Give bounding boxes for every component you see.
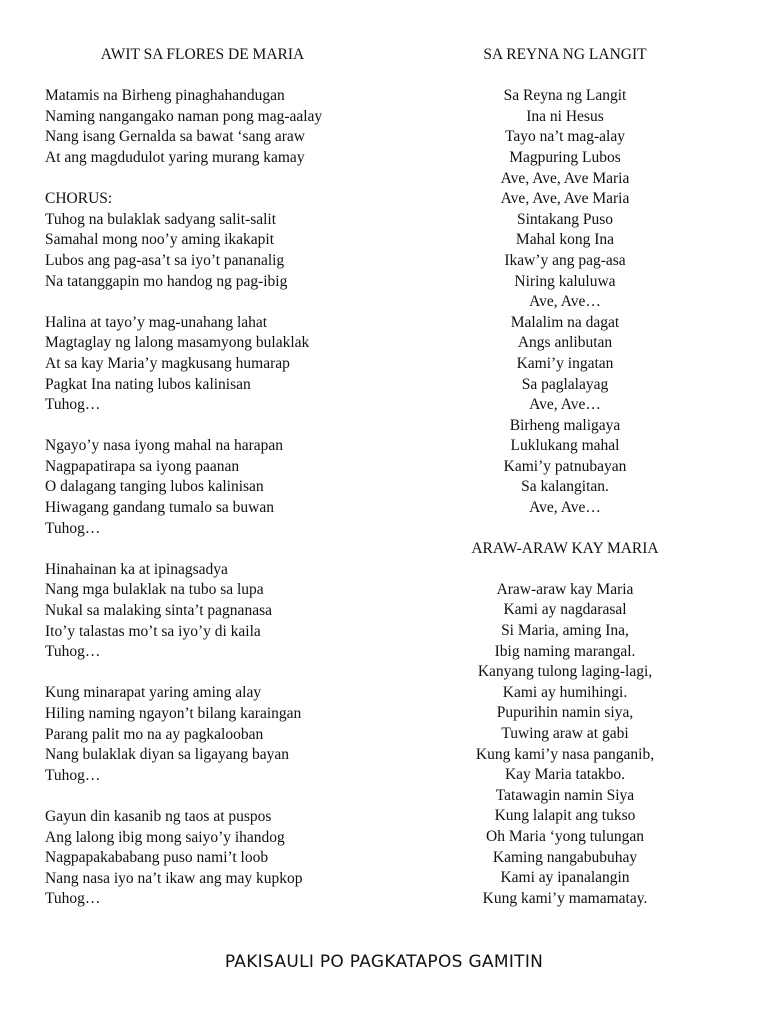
lyric-line: At sa kay Maria’y magkusang humarap [45, 354, 290, 372]
lyric-line: Angs anlibutan [517, 334, 613, 352]
lyric-line: Ina ni Hesus [526, 107, 604, 125]
lyric-line: Tuhog… [45, 396, 101, 414]
song-title-awit-sa-flores: AWIT SA FLORES DE MARIA [100, 46, 305, 63]
lyric-line: Araw-araw kay Maria [496, 580, 634, 598]
lyric-line: Kaming nangabubuhay [492, 848, 638, 866]
lyric-line: Sintakang Puso [516, 210, 614, 228]
stanza [45, 313, 375, 416]
lyric-line: Nang isang Gernalda sa bawat ‘sang araw [45, 128, 305, 146]
lyric-line: Ave, Ave… [529, 293, 601, 311]
lyric-line: Mahal kong Ina [515, 231, 615, 249]
lyric-line: Kay Maria tatakbo. [504, 766, 626, 784]
lyric-line: Lubos ang pag-asa’t sa iyo’t pananalig [45, 251, 285, 269]
lyric-line: Halina at tayo’y mag-unahang lahat [45, 313, 268, 331]
lyric-line: Hinahainan ka at ipinagsadya [45, 560, 228, 578]
lyric-line: Hiwagang gandang tumalo sa buwan [45, 499, 274, 517]
lyric-line: Ngayo’y nasa iyong mahal na harapan [45, 437, 284, 455]
lyric-line: Tuhog… [45, 890, 101, 908]
lyric-line: Tuhog… [45, 643, 101, 661]
lyric-line: Nang mga bulaklak na tubo sa lupa [45, 581, 264, 599]
stanza [45, 560, 375, 663]
lyric-line: Parang palit mo na ay pagkalooban [45, 725, 264, 743]
lyric-line: Tuhog… [45, 766, 101, 784]
lyric-line: Tuhog na bulaklak sadyang salit-salit [45, 210, 277, 228]
lyric-line: Ave, Ave, Ave Maria [500, 190, 630, 208]
lyric-line: Magtaglay ng lalong masamyong bulaklak [45, 334, 310, 352]
lyric-line: Kung kami’y mamamatay. [482, 889, 648, 907]
lyric-line: Nang nasa iyo na’t ikaw ang may kupkop [45, 869, 303, 887]
song-title-araw-araw: ARAW-ARAW KAY MARIA [471, 539, 659, 557]
right-column [400, 45, 730, 909]
lyric-line: Naming nangangako naman pong mag-aalay [45, 107, 323, 125]
lyric-line: Nagpapatirapa sa iyong paanan [45, 457, 240, 475]
lyric-line: Ibig naming marangal. [494, 642, 636, 660]
lyric-line: CHORUS: [45, 190, 113, 208]
lyric-line: Birheng maligaya [509, 416, 621, 434]
lyric-line: Ito’y talastas mo’t sa iyo’y di kaila [45, 622, 261, 640]
lyric-line: Niring kaluluwa [514, 272, 616, 290]
lyric-line: Na tatanggapin mo handog ng pag-ibig [45, 272, 288, 290]
stanza [45, 807, 375, 910]
lyric-line: Nang bulaklak diyan sa ligayang bayan [45, 746, 290, 764]
lyric-line: Gayun din kasanib ng taos at puspos [45, 807, 272, 825]
lyric-line: Ave, Ave… [529, 396, 601, 414]
lyric-line: Tuwing araw at gabi [501, 725, 629, 742]
lyric-line: Matamis na Birheng pinaghahandugan [45, 87, 285, 105]
lyric-line: Oh Maria ‘yong tulungan [486, 827, 644, 845]
song-title-sa-reyna: SA REYNA NG LANGIT [483, 46, 647, 63]
lyric-line: Tayo na’t mag-alay [505, 128, 625, 146]
lyric-line: Ikaw’y ang pag-asa [504, 251, 626, 269]
left-column [45, 45, 375, 910]
stanza [45, 189, 375, 292]
lyric-line: Kami’y ingatan [516, 354, 614, 372]
lyric-line: Hiling naming ngayon’t bilang karaingan [45, 705, 302, 722]
lyric-line: Kami’y patnubayan [503, 457, 627, 475]
lyric-line: Magpuring Lubos [509, 148, 621, 166]
lyric-line: Samahal mong noo’y aming ikakapit [45, 231, 275, 249]
lyric-line: Sa paglalayag [521, 375, 609, 393]
lyric-line: Kung minarapat yaring aming alay [45, 684, 262, 702]
lyric-line: Malalim na dagat [510, 313, 620, 331]
lyric-line: Ave, Ave… [529, 499, 601, 517]
lyric-line: Kami ay humihingi. [502, 683, 628, 701]
lyric-line: Tatawagin namin Siya [495, 786, 635, 804]
lyric-line: Ave, Ave, Ave Maria [500, 169, 630, 187]
footer-notice: PAKISAULI PO PAGKATAPOS GAMITIN [224, 952, 544, 972]
lyric-line: Pagkat Ina nating lubos kalinisan [45, 375, 251, 393]
lyric-line: Si Maria, aming Ina, [501, 622, 629, 640]
stanza [45, 436, 375, 539]
lyric-line: Tuhog… [45, 519, 101, 537]
lyric-line: At ang magdudulot yaring murang kamay [45, 148, 305, 166]
lyric-line: O dalagang tanging lubos kalinisan [45, 478, 264, 496]
lyric-line: Kung lalapit ang tukso [494, 807, 636, 825]
lyric-line: Pupurihin namin siya, [496, 704, 634, 722]
lyric-line: Sa kalangitan. [521, 478, 609, 496]
lyric-line: Kanyang tulong laging-lagi, [477, 663, 653, 681]
lyric-line: Kami ay nagdarasal [503, 601, 627, 619]
stanza [45, 683, 375, 786]
lyric-line: Luklukang mahal [510, 437, 620, 455]
lyric-line: Ang lalong ibig mong saiyo’y ihandog [45, 828, 285, 846]
lyric-line: Sa Reyna ng Langit [503, 87, 627, 105]
lyric-line: Kami ay ipanalangin [500, 869, 630, 887]
lyric-line: Nukal sa malaking sinta’t pagnanasa [45, 602, 272, 620]
lyric-line: Nagpapakababang puso nami’t loob [45, 849, 269, 867]
stanza [45, 86, 375, 168]
lyric-line: Kung kami’y nasa panganib, [475, 745, 655, 763]
